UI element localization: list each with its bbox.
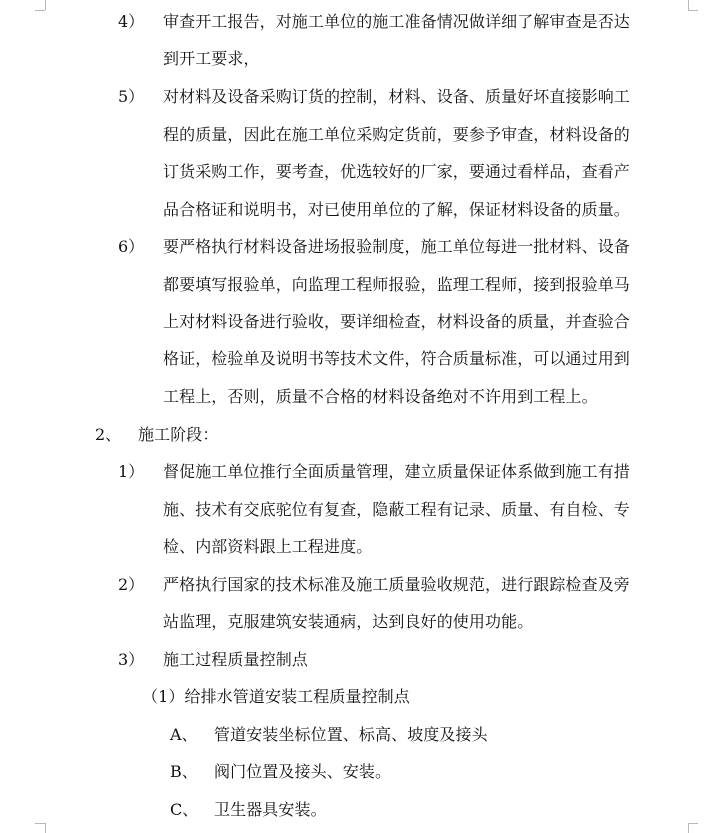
paragraph-line: 检、内部资料跟上工程进度。	[163, 537, 373, 556]
list-item-number: 1）	[118, 462, 145, 481]
paragraph-line: 审查开工报告，对施工单位的施工准备情况做详细了解审查是否达	[163, 12, 630, 31]
paragraph-line: 到开工要求，	[163, 49, 260, 68]
paragraph-line: 对材料及设备采购订货的控制，材料、设备、质量好坏直接影响工	[163, 87, 630, 106]
paragraph-line: 工程上，否则，质量不合格的材料设备绝对不许用到工程上。	[163, 387, 598, 406]
section-title: 施工阶段：	[138, 425, 219, 444]
corner-mark-top-left	[45, 0, 46, 10]
list-item-number: 6）	[118, 237, 145, 256]
paragraph-line: 站监理，克服建筑安装通病，达到良好的使用功能。	[163, 612, 534, 631]
corner-mark-bottom-left-h	[35, 823, 45, 824]
list-item-number: 5）	[118, 87, 145, 106]
sub-item-text: 卫生器具安装。	[214, 800, 327, 819]
subsection-title: （1）给排水管道安装工程质量控制点	[142, 687, 410, 706]
sub-item-text: 阀门位置及接头、安装。	[214, 762, 392, 781]
paragraph-line: 程的质量，因此在施工单位采购定货前，要参予审查，材料设备的	[163, 125, 630, 144]
paragraph-line: 要严格执行材料设备进场报验制度，施工单位每进一批材料、设备	[163, 237, 630, 256]
paragraph-line: 品合格证和说明书，对已使用单位的了解，保证材料设备的质量。	[163, 200, 630, 219]
corner-mark-bottom-right	[688, 823, 689, 833]
corner-mark-top-left-h	[35, 10, 45, 11]
paragraph-line: 订货采购工作，要考查，优选较好的厂家，要通过看样品，查看产	[163, 162, 630, 181]
corner-mark-top-right-h	[688, 10, 698, 11]
paragraph-line: 督促施工单位推行全面质量管理，建立质量保证体系做到施工有措	[163, 462, 630, 481]
sub-item-letter: C、	[170, 800, 199, 819]
sub-item-letter: A、	[170, 725, 198, 744]
paragraph-line: 格证，检验单及说明书等技术文件，符合质量标准，可以通过用到	[163, 349, 630, 368]
sub-item-text: 管道安装坐标位置、标高、坡度及接头	[214, 725, 488, 744]
list-item-number: 2）	[118, 575, 145, 594]
paragraph-line: 上对材料设备进行验收，要详细检查，材料设备的质量，并查验合	[163, 312, 630, 331]
paragraph-line: 严格执行国家的技术标准及施工质量验收规范，进行跟踪检查及旁	[163, 575, 630, 594]
paragraph-line: 施工过程质量控制点	[163, 650, 308, 669]
corner-mark-top-right	[688, 0, 689, 10]
sub-item-letter: B、	[170, 762, 198, 781]
paragraph-line: 都要填写报验单，向监理工程师报验，监理工程师，接到报验单马	[163, 275, 630, 294]
list-item-number: 3）	[118, 650, 145, 669]
list-item-number: 4）	[118, 12, 145, 31]
section-number: 2、	[95, 425, 122, 444]
paragraph-line: 施、技术有交底驼位有复查，隐蔽工程有记录、质量、有自检、专	[163, 500, 630, 519]
corner-mark-bottom-left	[45, 823, 46, 833]
corner-mark-bottom-right-h	[688, 823, 698, 824]
